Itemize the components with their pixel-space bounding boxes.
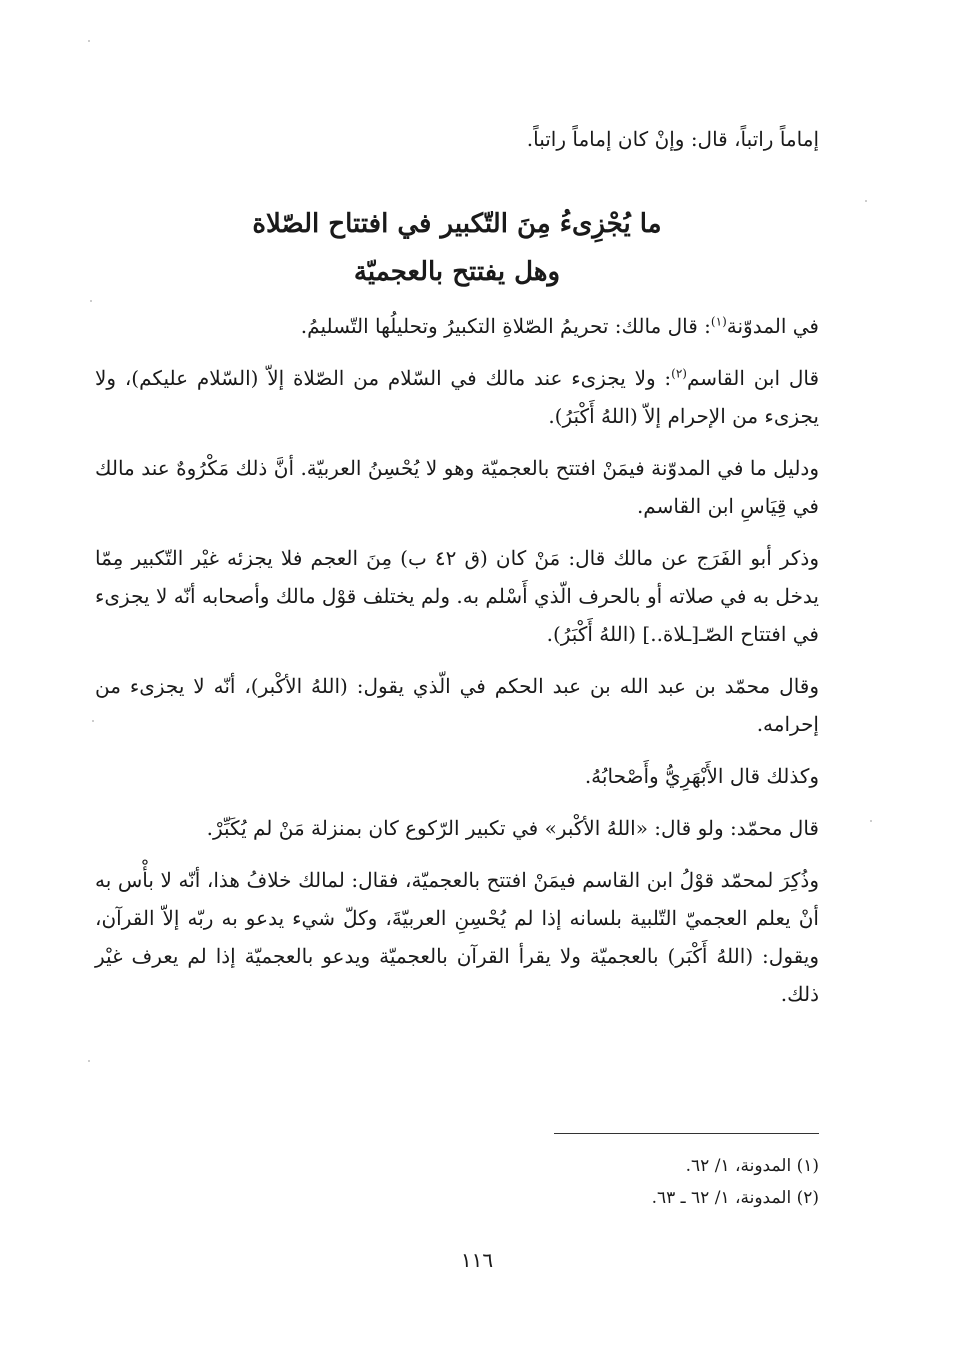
footnote-ref[interactable]: (٢) — [671, 366, 687, 381]
heading-line-2: وهل يفتتح بالعجميّة — [353, 257, 561, 287]
scan-speckle — [870, 820, 872, 822]
continuation-line: إماماً راتباً، قال: وإنْ كان إماماً راتباً. — [526, 127, 819, 151]
heading-line-1: ما يُجْزِىءُ مِنَ التّكبير في افتتاح الصّلاة — [252, 209, 662, 239]
paragraph: قال محمّد: ولو قال: «اللهُ الأكْبر» في تكبير الرّكوع كان بمنزلة مَنْ لم يُكَبِّرْ. — [206, 816, 819, 840]
paragraph: ودليل ما في المدوّنة فيمَنْ افتتح بالعجميّة وهو لا يُحْسِنُ العربيّة. أنَّ ذلك مَكْرُوهٌ عند مالك في قِيَاسِ ابن القاسم. — [95, 456, 819, 518]
paragraph: في المدوّنة$^{(١)}$: قال مالك: تحريمُ الصّلاةِ التكبيرُ وتحليلُها التّسليمُ. — [300, 314, 819, 338]
scan-speckle — [88, 40, 90, 42]
footnote-1: (١) المدونة، ١/ ٦٢. — [685, 1156, 819, 1176]
footnote-divider — [554, 1133, 819, 1134]
scan-speckle — [88, 1060, 90, 1062]
page-number: ١١٦ — [460, 1248, 494, 1272]
body-text — [95, 307, 819, 1027]
scan-speckle — [92, 720, 94, 722]
scan-speckle — [90, 300, 92, 302]
section-heading — [95, 200, 819, 296]
paragraph: وذُكِرَ لمحمّد قوْلُ ابن القاسم فيمَنْ افتتح بالعجميّة، فقال: لمالك خلافُ هذا، أنّه لا بأْس به أنْ يعلم العجميّ التّلبية بلسانه إذا لم يُحْسِنِ العربيّةَ، وكلّ شيء يدعو به ربّه إلاّ القرآن، ويقول: (اللهُ أَكْبَر) بالعجميّة ولا يقرأ القرآن بالعجميّة ويدعو بالعجميّة إذا لم يعرف غيْر ذلك. — [95, 868, 819, 1006]
paragraph: قال ابن القاسم$^{(٢)}$: ولا يجزىء عند مالك في السّلام من الصّلاة إلاّ (السّلام عليكم)، ولا يجزىء من الإحرام إلاّ (اللهُ أَكْبَرُ). — [95, 366, 820, 428]
paragraph: وذكر أبو الفَرَج عن مالك قال: مَنْ كان (ق ٤٢ ب) مِنَ العجم فلا يجزئه غيْر التّكبير مِمّا يدخل به في صلاته أو بالحرف الّذي أَسْلم به. ولم يختلف قوْل مالك وأصحابه أنّه لا يجزىء في افتتاح الصّـ[ـلاة..] (اللهُ أَكْبَرُ). — [95, 546, 819, 646]
footnotes — [652, 1150, 819, 1214]
paragraph: وقال محمّد بن عبد الله بن عبد الحكم في الّذي يقول: (اللهُ الأكْبر)، أنّه لا يجزىء من إحرامه. — [95, 674, 819, 736]
scan-speckle — [865, 200, 867, 202]
footnote-ref[interactable]: (١) — [710, 314, 727, 329]
paragraph: وكذلك قال الأَبْهَرِيُّ وأَصْحابُهُ. — [584, 764, 819, 788]
footnote-2: (٢) المدونة، ١/ ٦٢ ـ ٦٣. — [651, 1188, 819, 1208]
